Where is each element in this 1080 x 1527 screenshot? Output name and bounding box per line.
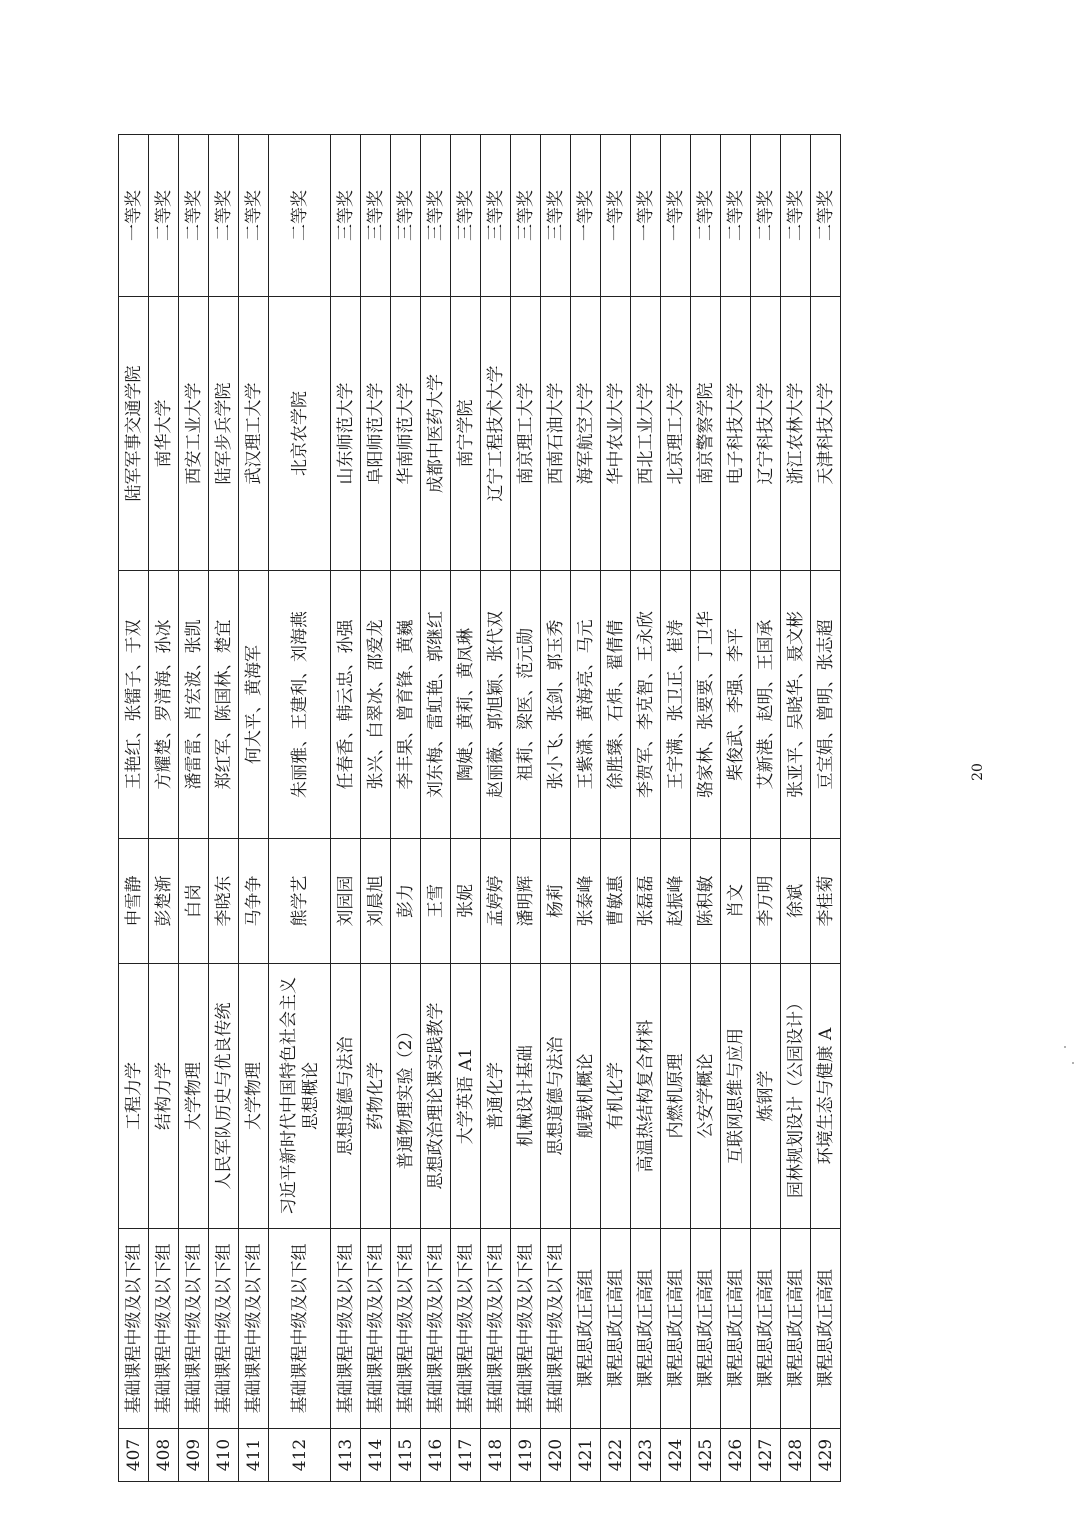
team-members-cell: 何大平、黄海军 [239, 571, 269, 839]
category-group-cell: 课程思政正高组 [781, 1229, 811, 1429]
row-number-cell: 421 [571, 1429, 601, 1482]
lead-teacher-cell: 张泰峰 [571, 839, 601, 964]
lead-teacher-cell: 孟婷婷 [481, 839, 511, 964]
award-level-cell: 一等奖 [601, 135, 631, 297]
awards-table-body [119, 135, 841, 1482]
award-level-cell: 二等奖 [269, 135, 331, 297]
table-row [811, 135, 841, 1482]
lead-teacher-cell: 杨莉 [541, 839, 571, 964]
row-number-cell: 426 [721, 1429, 751, 1482]
lead-teacher-cell: 刘园园 [331, 839, 361, 964]
team-members-cell: 豆宝娟、曾明、张志超 [811, 571, 841, 839]
row-number-cell: 413 [331, 1429, 361, 1482]
school-name-cell: 西北工业大学 [631, 297, 661, 571]
course-name-cell: 高温热结构复合材料 [631, 964, 661, 1229]
category-group-cell: 基础课程中级及以下组 [239, 1229, 269, 1429]
category-group-cell: 基础课程中级及以下组 [481, 1229, 511, 1429]
category-group-cell: 基础课程中级及以下组 [451, 1229, 481, 1429]
school-name-cell: 北京农学院 [269, 297, 331, 571]
row-number-cell: 415 [391, 1429, 421, 1482]
scan-speck [1072, 1062, 1074, 1064]
award-level-cell: 三等奖 [481, 135, 511, 297]
school-name-cell: 山东师范大学 [331, 297, 361, 571]
lead-teacher-cell: 徐斌 [781, 839, 811, 964]
team-members-cell: 张亚平、吴晓华、聂文彬 [781, 571, 811, 839]
category-group-cell: 基础课程中级及以下组 [391, 1229, 421, 1429]
category-group-cell: 基础课程中级及以下组 [361, 1229, 391, 1429]
category-group-cell: 基础课程中级及以下组 [119, 1229, 149, 1429]
row-number-cell: 423 [631, 1429, 661, 1482]
row-number-cell: 419 [511, 1429, 541, 1482]
school-name-cell: 华中农业大学 [601, 297, 631, 571]
course-name-cell: 习近平新时代中国特色社会主义思想概论 [269, 964, 331, 1229]
table-row [751, 135, 781, 1482]
award-level-cell: 二等奖 [209, 135, 239, 297]
row-number-cell: 420 [541, 1429, 571, 1482]
table-row [601, 135, 631, 1482]
row-number-cell: 411 [239, 1429, 269, 1482]
table-row [331, 135, 361, 1482]
category-group-cell: 课程思政正高组 [811, 1229, 841, 1429]
team-members-cell: 朱丽雅、王建利、刘海燕 [269, 571, 331, 839]
category-group-cell: 课程思政正高组 [661, 1229, 691, 1429]
lead-teacher-cell: 肖文 [721, 839, 751, 964]
lead-teacher-cell: 曹敏惠 [601, 839, 631, 964]
school-name-cell: 南京理工大学 [511, 297, 541, 571]
rotated-table-container [118, 135, 908, 1482]
table-row [661, 135, 691, 1482]
school-name-cell: 电子科技大学 [721, 297, 751, 571]
award-level-cell: 三等奖 [391, 135, 421, 297]
table-row [721, 135, 751, 1482]
award-level-cell: 三等奖 [421, 135, 451, 297]
category-group-cell: 课程思政正高组 [691, 1229, 721, 1429]
school-name-cell: 陆军步兵学院 [209, 297, 239, 571]
row-number-cell: 418 [481, 1429, 511, 1482]
lead-teacher-cell: 张妮 [451, 839, 481, 964]
award-level-cell: 三等奖 [511, 135, 541, 297]
team-members-cell: 刘东梅、雷虹艳、郭继红 [421, 571, 451, 839]
table-row [209, 135, 239, 1482]
row-number-cell: 412 [269, 1429, 331, 1482]
award-level-cell: 二等奖 [239, 135, 269, 297]
table-row [451, 135, 481, 1482]
row-number-cell: 414 [361, 1429, 391, 1482]
table-row [149, 135, 179, 1482]
school-name-cell: 成都中医药大学 [421, 297, 451, 571]
lead-teacher-cell: 李桂菊 [811, 839, 841, 964]
category-group-cell: 基础课程中级及以下组 [269, 1229, 331, 1429]
award-level-cell: 三等奖 [451, 135, 481, 297]
course-name-cell: 思想道德与法治 [541, 964, 571, 1229]
lead-teacher-cell: 李晓东 [209, 839, 239, 964]
category-group-cell: 基础课程中级及以下组 [179, 1229, 209, 1429]
course-name-cell: 思想政治理论课实践教学 [421, 964, 451, 1229]
school-name-cell: 北京理工大学 [661, 297, 691, 571]
school-name-cell: 陆军军事交通学院 [119, 297, 149, 571]
course-name-cell: 炼钢学 [751, 964, 781, 1229]
page-number: 20 [970, 763, 986, 781]
course-name-cell: 公安学概论 [691, 964, 721, 1229]
row-number-cell: 424 [661, 1429, 691, 1482]
lead-teacher-cell: 白岗 [179, 839, 209, 964]
team-members-cell: 郑红军、陈国林、楚宜 [209, 571, 239, 839]
school-name-cell: 辽宁工程技术大学 [481, 297, 511, 571]
category-group-cell: 基础课程中级及以下组 [511, 1229, 541, 1429]
team-members-cell: 王宇满、张卫正、崔涛 [661, 571, 691, 839]
school-name-cell: 南华大学 [149, 297, 179, 571]
table-row [391, 135, 421, 1482]
lead-teacher-cell: 王雪 [421, 839, 451, 964]
award-level-cell: 一等奖 [119, 135, 149, 297]
award-level-cell: 二等奖 [179, 135, 209, 297]
lead-teacher-cell: 马争争 [239, 839, 269, 964]
award-level-cell: 三等奖 [361, 135, 391, 297]
award-level-cell: 二等奖 [781, 135, 811, 297]
table-row [691, 135, 721, 1482]
course-name-cell: 有机化学 [601, 964, 631, 1229]
row-number-cell: 428 [781, 1429, 811, 1482]
school-name-cell: 南宁学院 [451, 297, 481, 571]
school-name-cell: 浙江农林大学 [781, 297, 811, 571]
course-name-cell: 工程力学 [119, 964, 149, 1229]
team-members-cell: 张小飞、张剑、郭玉秀 [541, 571, 571, 839]
team-members-cell: 李丰果、曾育锋、黄巍 [391, 571, 421, 839]
award-level-cell: 二等奖 [149, 135, 179, 297]
lead-teacher-cell: 赵振峰 [661, 839, 691, 964]
table-row [179, 135, 209, 1482]
course-name-cell: 园林规划设计（公园设计） [781, 964, 811, 1229]
table-row [119, 135, 149, 1482]
award-level-cell: 一等奖 [661, 135, 691, 297]
team-members-cell: 赵丽薇、郭旭颖、张代双 [481, 571, 511, 839]
scan-speck [1064, 1046, 1066, 1048]
row-number-cell: 416 [421, 1429, 451, 1482]
table-row [571, 135, 601, 1482]
award-level-cell: 二等奖 [751, 135, 781, 297]
course-name-cell: 大学英语 A1 [451, 964, 481, 1229]
row-number-cell: 407 [119, 1429, 149, 1482]
team-members-cell: 任春香、韩云忠、孙强 [331, 571, 361, 839]
category-group-cell: 基础课程中级及以下组 [421, 1229, 451, 1429]
course-name-cell: 药物化学 [361, 964, 391, 1229]
category-group-cell: 基础课程中级及以下组 [331, 1229, 361, 1429]
table-row [269, 135, 331, 1482]
lead-teacher-cell: 熊学艺 [269, 839, 331, 964]
row-number-cell: 417 [451, 1429, 481, 1482]
school-name-cell: 武汉理工大学 [239, 297, 269, 571]
row-number-cell: 410 [209, 1429, 239, 1482]
category-group-cell: 基础课程中级及以下组 [149, 1229, 179, 1429]
course-name-cell: 互联网思维与应用 [721, 964, 751, 1229]
course-name-cell: 结构力学 [149, 964, 179, 1229]
category-group-cell: 课程思政正高组 [571, 1229, 601, 1429]
category-group-cell: 课程思政正高组 [601, 1229, 631, 1429]
lead-teacher-cell: 陈积敏 [691, 839, 721, 964]
category-group-cell: 课程思政正高组 [721, 1229, 751, 1429]
category-group-cell: 基础课程中级及以下组 [209, 1229, 239, 1429]
school-name-cell: 辽宁科技大学 [751, 297, 781, 571]
table-row [481, 135, 511, 1482]
award-level-cell: 三等奖 [541, 135, 571, 297]
team-members-cell: 柴俊武、李强、李平 [721, 571, 751, 839]
awards-table [118, 134, 841, 1482]
category-group-cell: 基础课程中级及以下组 [541, 1229, 571, 1429]
course-name-cell: 内燃机原理 [661, 964, 691, 1229]
team-members-cell: 祖莉、梁医、范元勋 [511, 571, 541, 839]
award-level-cell: 二等奖 [811, 135, 841, 297]
row-number-cell: 425 [691, 1429, 721, 1482]
course-name-cell: 普通化学 [481, 964, 511, 1229]
row-number-cell: 408 [149, 1429, 179, 1482]
team-members-cell: 张兴、白翠冰、邵爱龙 [361, 571, 391, 839]
award-level-cell: 一等奖 [571, 135, 601, 297]
award-level-cell: 二等奖 [721, 135, 751, 297]
table-row [361, 135, 391, 1482]
row-number-cell: 409 [179, 1429, 209, 1482]
school-name-cell: 西安工业大学 [179, 297, 209, 571]
course-name-cell: 大学物理 [179, 964, 209, 1229]
school-name-cell: 华南师范大学 [391, 297, 421, 571]
school-name-cell: 阜阳师范大学 [361, 297, 391, 571]
lead-teacher-cell: 李万明 [751, 839, 781, 964]
course-name-cell: 机械设计基础 [511, 964, 541, 1229]
table-row [421, 135, 451, 1482]
award-level-cell: 三等奖 [331, 135, 361, 297]
team-members-cell: 方耀楚、罗清海、孙冰 [149, 571, 179, 839]
table-row [631, 135, 661, 1482]
team-members-cell: 李贺军、李克智、王永欣 [631, 571, 661, 839]
award-level-cell: 一等奖 [631, 135, 661, 297]
row-number-cell: 427 [751, 1429, 781, 1482]
lead-teacher-cell: 张磊磊 [631, 839, 661, 964]
lead-teacher-cell: 潘明辉 [511, 839, 541, 964]
award-level-cell: 二等奖 [691, 135, 721, 297]
team-members-cell: 王紫潇、黄海亮、马元 [571, 571, 601, 839]
lead-teacher-cell: 申雪静 [119, 839, 149, 964]
team-members-cell: 骆家林、张要要、丁卫华 [691, 571, 721, 839]
course-name-cell: 思想道德与法治 [331, 964, 361, 1229]
lead-teacher-cell: 刘晨旭 [361, 839, 391, 964]
category-group-cell: 课程思政正高组 [751, 1229, 781, 1429]
lead-teacher-cell: 彭楚渐 [149, 839, 179, 964]
school-name-cell: 西南石油大学 [541, 297, 571, 571]
school-name-cell: 海军航空大学 [571, 297, 601, 571]
course-name-cell: 舰载机概论 [571, 964, 601, 1229]
lead-teacher-cell: 彭力 [391, 839, 421, 964]
course-name-cell: 普通物理实验（2） [391, 964, 421, 1229]
table-row [511, 135, 541, 1482]
category-group-cell: 课程思政正高组 [631, 1229, 661, 1429]
school-name-cell: 南京警察学院 [691, 297, 721, 571]
course-name-cell: 大学物理 [239, 964, 269, 1229]
course-name-cell: 人民军队历史与优良传统 [209, 964, 239, 1229]
table-row [781, 135, 811, 1482]
team-members-cell: 艾新港、赵明、王国承 [751, 571, 781, 839]
school-name-cell: 天津科技大学 [811, 297, 841, 571]
team-members-cell: 陶婕、黄莉、黄凤琳 [451, 571, 481, 839]
row-number-cell: 422 [601, 1429, 631, 1482]
team-members-cell: 徐胜臻、石炜、翟倩倩 [601, 571, 631, 839]
team-members-cell: 潘雷雷、肖宏波、张凯 [179, 571, 209, 839]
team-members-cell: 王艳红、张镭子、于双 [119, 571, 149, 839]
row-number-cell: 429 [811, 1429, 841, 1482]
table-row [541, 135, 571, 1482]
course-name-cell: 环境生态与健康 A [811, 964, 841, 1229]
table-row [239, 135, 269, 1482]
